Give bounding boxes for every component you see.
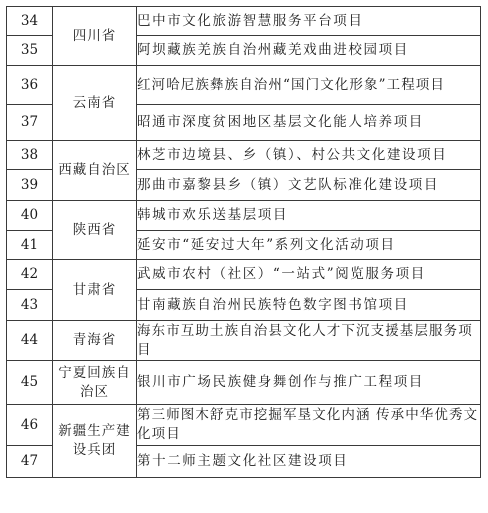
province-cell: 四川省 [53,7,137,66]
row-number: 35 [7,36,53,66]
row-number: 40 [7,201,53,231]
province-cell: 云南省 [53,66,137,141]
project-name: 韩城市欢乐送基层项目 [137,201,481,231]
province-cell: 青海省 [53,321,137,361]
row-number: 44 [7,321,53,361]
project-name: 甘南藏族自治州民族特色数字图书馆项目 [137,290,481,321]
table-row [7,66,481,105]
project-name: 阿坝藏族羌族自治州藏羌戏曲进校园项目 [137,36,481,66]
project-name: 第十二师主题文化社区建设项目 [137,446,481,478]
row-number: 46 [7,405,53,446]
province-cell: 宁夏回族自治区 [53,361,137,405]
project-table [6,6,481,478]
province-cell: 甘肃省 [53,260,137,321]
table-row [7,260,481,290]
row-number: 41 [7,231,53,260]
row-number: 36 [7,66,53,105]
table-row [7,405,481,446]
row-number: 37 [7,105,53,141]
table-row [7,201,481,231]
project-name: 银川市广场民族健身舞创作与推广工程项目 [137,361,481,405]
row-number: 34 [7,7,53,36]
project-name: 海东市互助土族自治县文化人才下沉支援基层服务项目 [137,321,481,361]
project-name: 延安市“延安过大年”系列文化活动项目 [137,231,481,260]
table-row [7,7,481,36]
project-name: 武威市农村（社区）“一站式”阅览服务项目 [137,260,481,290]
project-name: 那曲市嘉黎县乡（镇）文艺队标准化建设项目 [137,170,481,201]
table-row [7,361,481,405]
project-name: 昭通市深度贫困地区基层文化能人培养项目 [137,105,481,141]
row-number: 43 [7,290,53,321]
row-number: 39 [7,170,53,201]
row-number: 42 [7,260,53,290]
table-row [7,321,481,361]
row-number: 47 [7,446,53,478]
province-cell: 陕西省 [53,201,137,260]
project-name: 林芝市边境县、乡（镇）、村公共文化建设项目 [137,141,481,170]
province-cell: 新疆生产建设兵团 [53,405,137,478]
table-row [7,141,481,170]
project-name: 巴中市文化旅游智慧服务平台项目 [137,7,481,36]
project-name: 红河哈尼族彝族自治州“国门文化形象”工程项目 [137,66,481,105]
province-cell: 西藏自治区 [53,141,137,201]
project-name: 第三师图木舒克市挖掘军垦文化内涵 传承中华优秀文化项目 [137,405,481,446]
row-number: 38 [7,141,53,170]
row-number: 45 [7,361,53,405]
